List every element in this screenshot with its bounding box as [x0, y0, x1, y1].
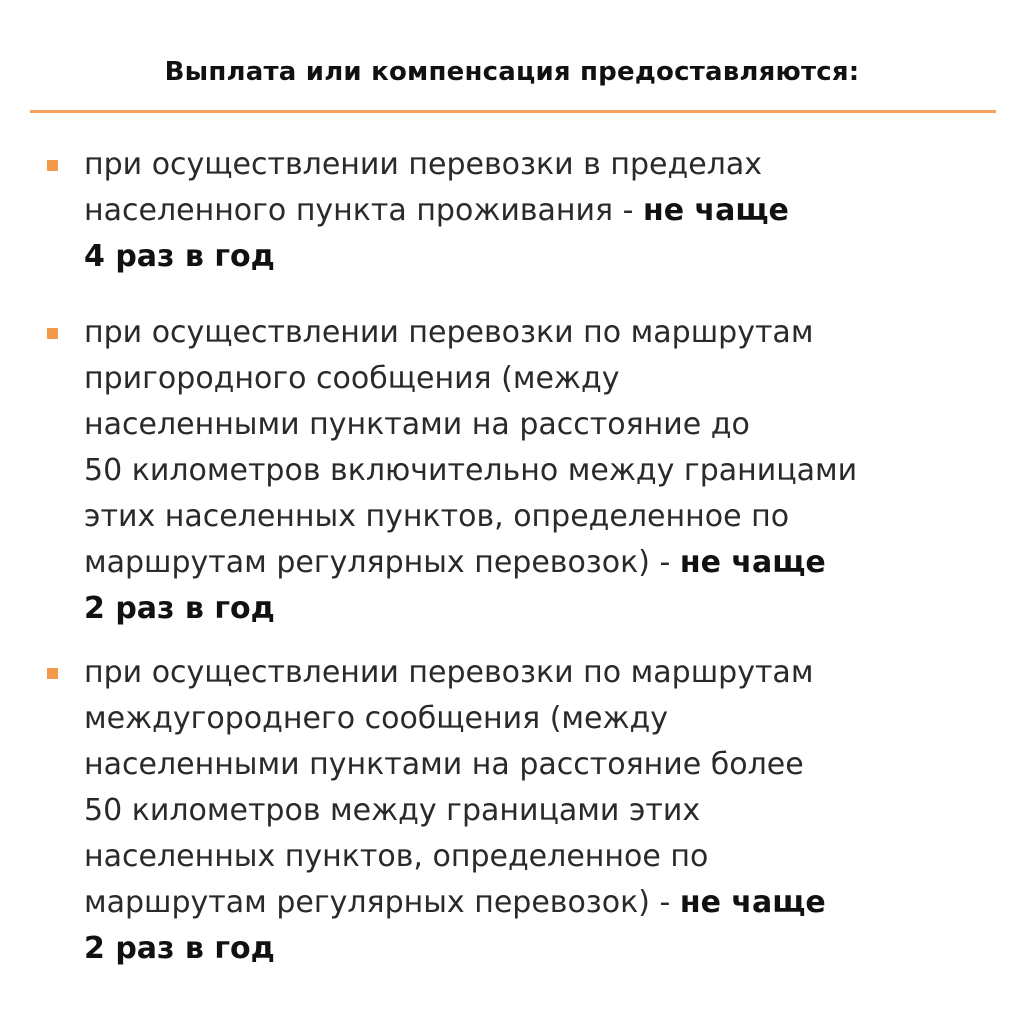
emphasis-text: 4 раз в год [84, 239, 275, 274]
text-line: этих населенных пунктов, определенное по [84, 499, 790, 534]
text-line [84, 880, 984, 926]
text-line [84, 926, 984, 972]
text-line: населенными пунктами на расстояние более [84, 747, 804, 782]
list-item-text [84, 650, 984, 972]
text-fragment: населенного пункта проживания - [84, 193, 643, 228]
text-line [84, 540, 984, 586]
text-line: при осуществлении перевозки по маршрутам [84, 655, 814, 690]
text-line [84, 188, 984, 234]
emphasis-text: не чаще [679, 885, 826, 920]
emphasis-text: 2 раз в год [84, 931, 275, 966]
list-item-text [84, 310, 984, 632]
text-line: при осуществлении перевозки в пределах [84, 147, 762, 182]
text-line: при осуществлении перевозки по маршрутам [84, 315, 814, 350]
bullet-square-icon [47, 328, 58, 339]
text-line: междугороднего сообщения (между [84, 701, 669, 736]
bullet-square-icon [47, 668, 58, 679]
text-line: 50 километров включительно между границами [84, 453, 858, 488]
bullet-square-icon [47, 160, 58, 171]
text-line: пригородного сообщения (между [84, 361, 620, 396]
text-line: населенными пунктами на расстояние до [84, 407, 750, 442]
text-line [84, 586, 984, 632]
emphasis-text: 2 раз в год [84, 591, 275, 626]
emphasis-text: не чаще [642, 193, 789, 228]
text-line: 50 километров между границами этих [84, 793, 701, 828]
text-fragment: маршрутам регулярных перевозок) - [84, 885, 680, 920]
text-line: населенных пунктов, определенное по [84, 839, 709, 874]
title-divider [30, 110, 996, 113]
emphasis-text: не чаще [679, 545, 826, 580]
text-fragment: маршрутам регулярных перевозок) - [84, 545, 680, 580]
list-item-text [84, 142, 984, 280]
page-title: Выплата или компенсация предоставляются: [164, 57, 860, 87]
text-line [84, 234, 984, 280]
